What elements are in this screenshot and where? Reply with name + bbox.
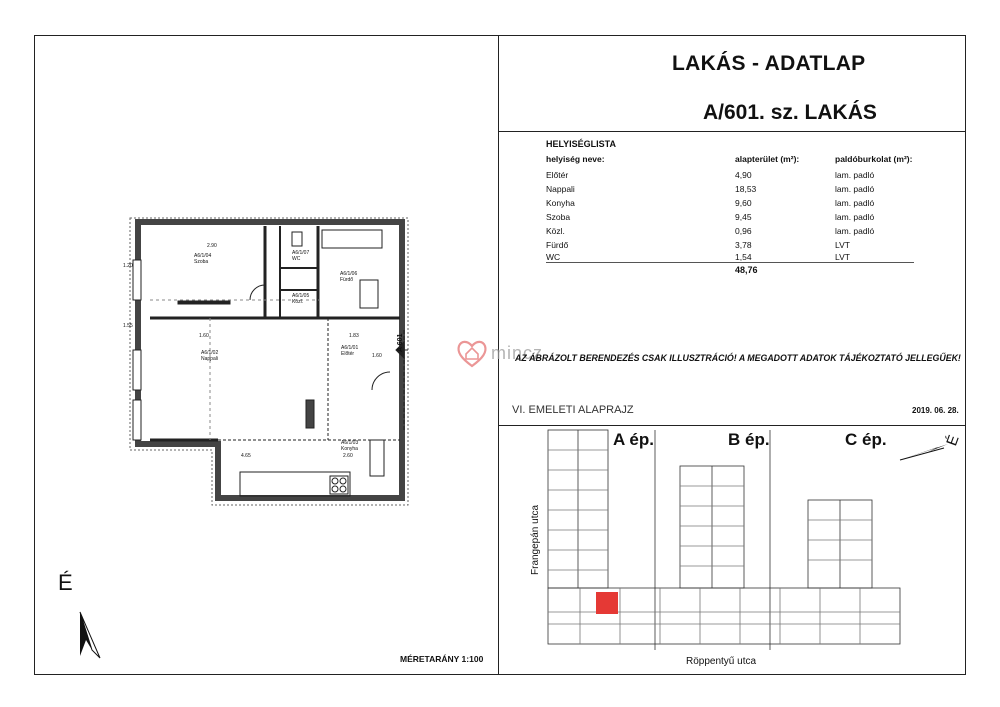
col-room-name: helyiség neve:: [546, 154, 605, 164]
room-code: A6/1/05: [292, 293, 310, 299]
building-b-label: B ép.: [728, 430, 770, 449]
dimension-label: 2.90: [207, 243, 217, 249]
watermark-text: mincz: [491, 342, 544, 363]
sheet-title: LAKÁS - ADATLAP: [672, 52, 866, 75]
room-title: Szoba: [194, 259, 209, 265]
room-label-kozl: [292, 293, 309, 305]
room-label-konyha: [341, 440, 358, 452]
room-name: Konyha: [546, 198, 575, 208]
room-area: 1,54: [735, 252, 752, 262]
room-title: Konyha: [341, 446, 358, 452]
room-label-nappali: [201, 350, 218, 362]
room-floor: LVT: [835, 240, 850, 250]
room-floor: lam. padló: [835, 212, 875, 222]
room-label-eloter: [341, 345, 358, 357]
room-title: Nappali: [201, 356, 218, 362]
room-code: A6/1/07: [292, 250, 310, 256]
street-west-label: Frangepán utca: [530, 504, 541, 575]
dimension-label: 1.83: [349, 333, 359, 339]
room-floor: lam. padló: [835, 226, 875, 236]
room-code: A6/1/03: [341, 440, 359, 446]
dimension-label: 1.60: [199, 333, 209, 339]
room-area: 9,60: [735, 198, 752, 208]
room-list-heading: HELYISÉGLISTA: [546, 139, 617, 149]
highlighted-apartment: [596, 592, 618, 614]
room-floor: lam. padló: [835, 170, 875, 180]
scale-label: MÉRETARÁNY 1:100: [400, 654, 484, 664]
col-area: alapterület (m²):: [735, 154, 800, 164]
floor-label: VI. EMELETI ALAPRAJZ: [512, 404, 634, 416]
room-area: 18,53: [735, 184, 757, 194]
col-floor-cover: paldóburkolat (m²):: [835, 154, 913, 164]
room-floor: lam. padló: [835, 198, 875, 208]
room-label-szoba: [194, 253, 211, 265]
total-area: 48,76: [735, 265, 758, 275]
room-code: A6/1/04: [194, 253, 212, 259]
room-floor: LVT: [835, 252, 850, 262]
dimension-label: 1.55: [123, 323, 133, 329]
street-south-label: Röppentyű utca: [686, 656, 757, 667]
section-mark-label: A 601: [397, 333, 404, 352]
building-c-label: C ép.: [845, 430, 887, 449]
room-name: Szoba: [546, 212, 571, 222]
room-title: Fürdő: [340, 277, 354, 283]
north-letter: É: [58, 570, 73, 595]
room-code: A6/1/01: [341, 345, 359, 351]
room-name: Előtér: [546, 170, 569, 180]
room-name: Közl.: [546, 226, 565, 236]
room-name: Nappali: [546, 184, 575, 194]
room-area: 4,90: [735, 170, 752, 180]
apartment-number: A/601. sz. LAKÁS: [703, 101, 877, 124]
north-letter-site: É: [943, 432, 963, 449]
room-code: A6/1/06: [340, 271, 358, 277]
room-title: WC: [292, 256, 301, 262]
room-title: Előtér: [341, 351, 355, 357]
room-area: 3,78: [735, 240, 752, 250]
disclaimer: AZ ÁBRÁZOLT BERENDEZÉS CSAK ILLUSZTRÁCIÓ! A MEGADOTT ADATOK TÁJÉKOZTATÓ JELLEGŰEK!: [515, 353, 961, 363]
room-area: 0,96: [735, 226, 752, 236]
dimension-label: 4.65: [241, 453, 251, 459]
date-label: 2019. 06. 28.: [912, 406, 959, 415]
room-label-wc: [292, 250, 309, 262]
room-code: A6/1/02: [201, 350, 219, 356]
building-a-label: A ép.: [613, 430, 654, 449]
room-floor: lam. padló: [835, 184, 875, 194]
room-area: 9,45: [735, 212, 752, 222]
dimension-label: 2.60: [343, 453, 353, 459]
room-name: Fürdő: [546, 240, 569, 250]
dimension-label: 1.20: [123, 263, 133, 269]
room-label-furdo: [340, 271, 357, 283]
dimension-label: 1.60: [372, 353, 382, 359]
room-name: WC: [546, 252, 561, 262]
room-title: Közl.: [292, 299, 304, 305]
